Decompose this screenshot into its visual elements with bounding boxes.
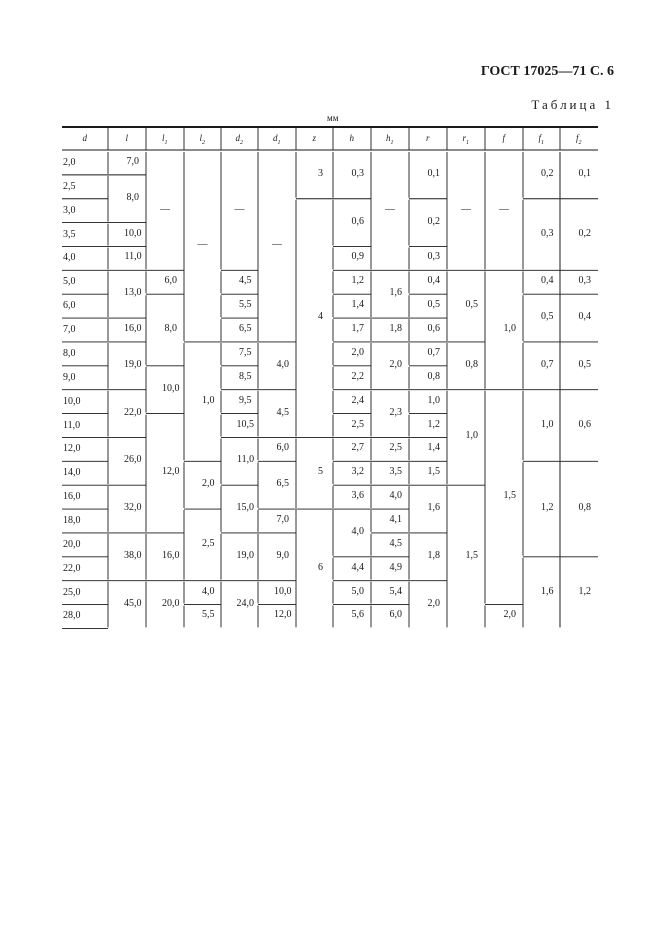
column-header (539, 132, 545, 149)
column-header-symbol: r (462, 133, 467, 143)
column-header-symbol: h (386, 133, 391, 143)
table-cell: 12,0 (162, 466, 180, 478)
cell-d: 3,0 (63, 204, 76, 216)
table-cell: — (197, 239, 208, 251)
table-cell: 8,0 (126, 191, 139, 203)
table-cell: 6,0 (276, 442, 289, 454)
column-header (503, 132, 506, 144)
table-cell: 1,5 (465, 549, 478, 561)
cell-d: 8,0 (63, 347, 76, 359)
table-cell: 10,5 (236, 418, 254, 430)
cell-d: 16,0 (63, 491, 81, 503)
column-header-symbol: l (199, 133, 203, 143)
table-cell: 0,5 (578, 358, 591, 370)
table-cell: 4,0 (202, 585, 215, 597)
table-cell: 13,0 (124, 287, 142, 299)
table-cell: 20,0 (162, 597, 180, 609)
column-header (426, 132, 430, 144)
table-cell: 0,8 (427, 370, 440, 382)
table-cell: 2,0 (202, 478, 215, 490)
column-header-symbol: l (162, 133, 165, 143)
table-cell: 6,5 (239, 323, 252, 335)
column-header-symbol: f (538, 133, 542, 143)
table-cell: 7,5 (239, 346, 252, 358)
column-header-symbol: d (82, 133, 87, 143)
table-cell: 1,2 (427, 418, 440, 430)
cell-d: 14,0 (63, 467, 81, 479)
table-cell: 19,0 (236, 549, 254, 561)
table-cell: 0,3 (351, 167, 364, 179)
cell-d: 20,0 (63, 538, 81, 550)
table-cell: 3 (318, 167, 323, 179)
table-cell: 4,1 (389, 513, 402, 525)
table-cell: 0,6 (427, 323, 440, 335)
table-cell: 4,0 (276, 358, 289, 370)
table-cell: 0,6 (351, 215, 364, 227)
table-cell: 4,4 (351, 561, 364, 573)
table-cell: 8,0 (164, 323, 177, 335)
table-label: Таблица 1 (531, 97, 614, 112)
table-cell: 0,4 (427, 275, 440, 287)
table-cell: 1,7 (351, 323, 364, 335)
page-header: ГОСТ 17025—71 С. 6 (480, 64, 614, 79)
cell-d: 12,0 (63, 443, 81, 455)
cell-d: 7,0 (63, 324, 76, 336)
table-cell: 0,8 (578, 502, 591, 514)
table-cell: 0,5 (541, 311, 554, 323)
table-cell: 6,0 (164, 275, 177, 287)
column-header (313, 132, 317, 144)
cell-d: 2,5 (63, 180, 76, 192)
column-header-subscript: 2 (578, 139, 582, 146)
table-cell: 1,4 (351, 299, 364, 311)
column-header-symbol: z (312, 133, 317, 143)
column-header-symbol: f (502, 133, 506, 143)
table-cell: 10,0 (124, 227, 142, 239)
table-cell: 19,0 (124, 358, 142, 370)
table-cell: 2,7 (351, 442, 364, 454)
table-cell: 0,4 (578, 311, 591, 323)
table-cell: 1,6 (389, 287, 402, 299)
table-cell: — (272, 239, 282, 251)
table-cell: 0,7 (427, 346, 440, 358)
table-cell: 10,0 (274, 585, 292, 597)
cell-d: 2,0 (63, 156, 76, 168)
table-cell: 4,0 (389, 490, 402, 502)
column-header (273, 132, 281, 149)
column-header-symbol: r (426, 133, 430, 143)
table-cell: — (385, 203, 395, 215)
table-cell: 0,7 (541, 358, 554, 370)
table-cell: 24,0 (236, 597, 254, 609)
column-header-symbol: d (273, 133, 278, 143)
table-cell: 7,0 (126, 155, 139, 167)
table-cell: — (160, 203, 170, 215)
column-header-subscript: 1 (390, 139, 394, 146)
table-cell: 2,0 (503, 609, 516, 621)
table-cell: 0,5 (465, 299, 478, 311)
table-cell: 4,9 (389, 561, 402, 573)
table-cell: 1,2 (351, 275, 364, 287)
table-cell: 2,0 (389, 358, 402, 370)
table-cell: 0,2 (541, 167, 554, 179)
table-cell: 11,0 (237, 454, 255, 466)
table-cell: 1,0 (202, 394, 215, 406)
column-header-subscript: 1 (541, 139, 545, 146)
column-header-symbol: f (576, 133, 579, 143)
table-cell: 11,0 (124, 251, 142, 263)
cell-d: 3,5 (63, 228, 76, 240)
table-cell: 0,3 (427, 251, 440, 263)
cell-d: 4,0 (63, 252, 76, 264)
column-header (162, 132, 168, 149)
column-header-subscript: 1 (466, 139, 470, 146)
table-cell: 1,6 (427, 502, 440, 514)
table-cell: 2,0 (427, 597, 440, 609)
table-cell: 8,5 (239, 370, 252, 382)
cell-d: 28,0 (63, 610, 81, 622)
table-cell: 16,0 (162, 549, 180, 561)
table-cell: — (234, 203, 245, 215)
table-cell: 4,5 (276, 406, 289, 418)
table-cell: 32,0 (124, 502, 142, 514)
table-cell: 0,6 (578, 418, 591, 430)
table-cell: 1,8 (389, 323, 402, 335)
table-cell: 7,0 (276, 513, 289, 525)
column-header-subscript: 1 (277, 139, 281, 146)
table-cell: 0,3 (541, 227, 554, 239)
table-cell: 0,2 (578, 227, 591, 239)
table-cell: 1,5 (427, 466, 440, 478)
cell-d: 22,0 (63, 562, 81, 574)
table-cell: 5,4 (389, 585, 402, 597)
table-cell: 1,6 (541, 585, 554, 597)
table-cell: 4,5 (239, 275, 252, 287)
table-cell: 9,0 (276, 549, 289, 561)
table-cell: 16,0 (124, 323, 142, 335)
column-header (236, 132, 244, 149)
table-cell: 26,0 (124, 454, 142, 466)
column-header (126, 132, 129, 144)
table-cell: 3,5 (389, 466, 402, 478)
table-cell: 45,0 (124, 597, 142, 609)
cell-d: 10,0 (63, 395, 81, 407)
table-cell: 1,2 (541, 502, 554, 514)
table-cell: 1,0 (541, 418, 554, 430)
table-cell: 5 (318, 466, 323, 478)
table-cell: 0,1 (427, 167, 440, 179)
table-cell: 5,5 (202, 609, 215, 621)
table-cell: 15,0 (236, 502, 254, 514)
table-cell: 5,5 (239, 299, 252, 311)
table-cell: 4,0 (351, 525, 364, 537)
table-cell: 0,8 (465, 358, 478, 370)
table-cell: — (499, 203, 509, 215)
table-cell: 1,5 (503, 490, 516, 502)
table-cell: 0,4 (541, 275, 554, 287)
column-header (83, 132, 88, 144)
table-cell: 5,6 (351, 609, 364, 621)
table-cell: 4,5 (389, 537, 402, 549)
unit-label: мм (327, 113, 339, 123)
table-cell: 1,0 (503, 323, 516, 335)
column-header-subscript: 1 (164, 139, 168, 146)
column-header-symbol: h (349, 133, 354, 143)
column-header (200, 132, 206, 149)
table-cell: 38,0 (124, 549, 142, 561)
table-cell: 5,0 (351, 585, 364, 597)
table-cell: 1,8 (427, 549, 440, 561)
column-header (350, 132, 355, 144)
column-header-subscript: 2 (202, 139, 206, 146)
table-cell: 2,5 (202, 537, 215, 549)
cell-d: 5,0 (63, 276, 76, 288)
table-cell: 2,5 (389, 442, 402, 454)
table-cell: 10,0 (162, 382, 180, 394)
column-header-subscript: 2 (240, 139, 243, 146)
cell-d: 18,0 (63, 514, 81, 526)
table-cell: 0,5 (427, 299, 440, 311)
cell-d: 25,0 (63, 586, 81, 598)
table-cell: 2,4 (351, 394, 364, 406)
table-cell: 2,5 (351, 418, 364, 430)
column-header (386, 132, 394, 149)
table-cell: 1,4 (427, 442, 440, 454)
table-cell: 6,5 (276, 478, 289, 490)
table-cell: 2,3 (389, 406, 402, 418)
table-cell: 6 (318, 561, 323, 573)
table-cell: 0,9 (351, 251, 364, 263)
table-cell: 22,0 (124, 406, 142, 418)
table-cell: 1,0 (465, 430, 478, 442)
table-cell: 4 (318, 311, 323, 323)
table-cell: 6,0 (389, 609, 402, 621)
cell-d: 6,0 (63, 300, 76, 312)
column-header (576, 132, 582, 149)
column-header (463, 132, 470, 149)
table-cell: 0,2 (427, 215, 440, 227)
table-cell: — (461, 203, 471, 215)
column-header-symbol: d (235, 133, 240, 143)
table-cell: 12,0 (274, 609, 292, 621)
table-cell: 1,0 (427, 394, 440, 406)
table-cell: 2,0 (351, 346, 364, 358)
column-header-symbol: l (125, 133, 129, 143)
table-cell: 0,1 (578, 167, 591, 179)
table-cell: 3,6 (351, 490, 364, 502)
table-cell: 2,2 (351, 370, 364, 382)
table-cell: 1,2 (578, 585, 591, 597)
table-cell: 9,5 (239, 394, 252, 406)
table-cell: 3,2 (351, 466, 364, 478)
cell-d: 9,0 (63, 371, 76, 383)
cell-d: 11,0 (63, 419, 81, 431)
table-cell: 0,3 (578, 275, 591, 287)
